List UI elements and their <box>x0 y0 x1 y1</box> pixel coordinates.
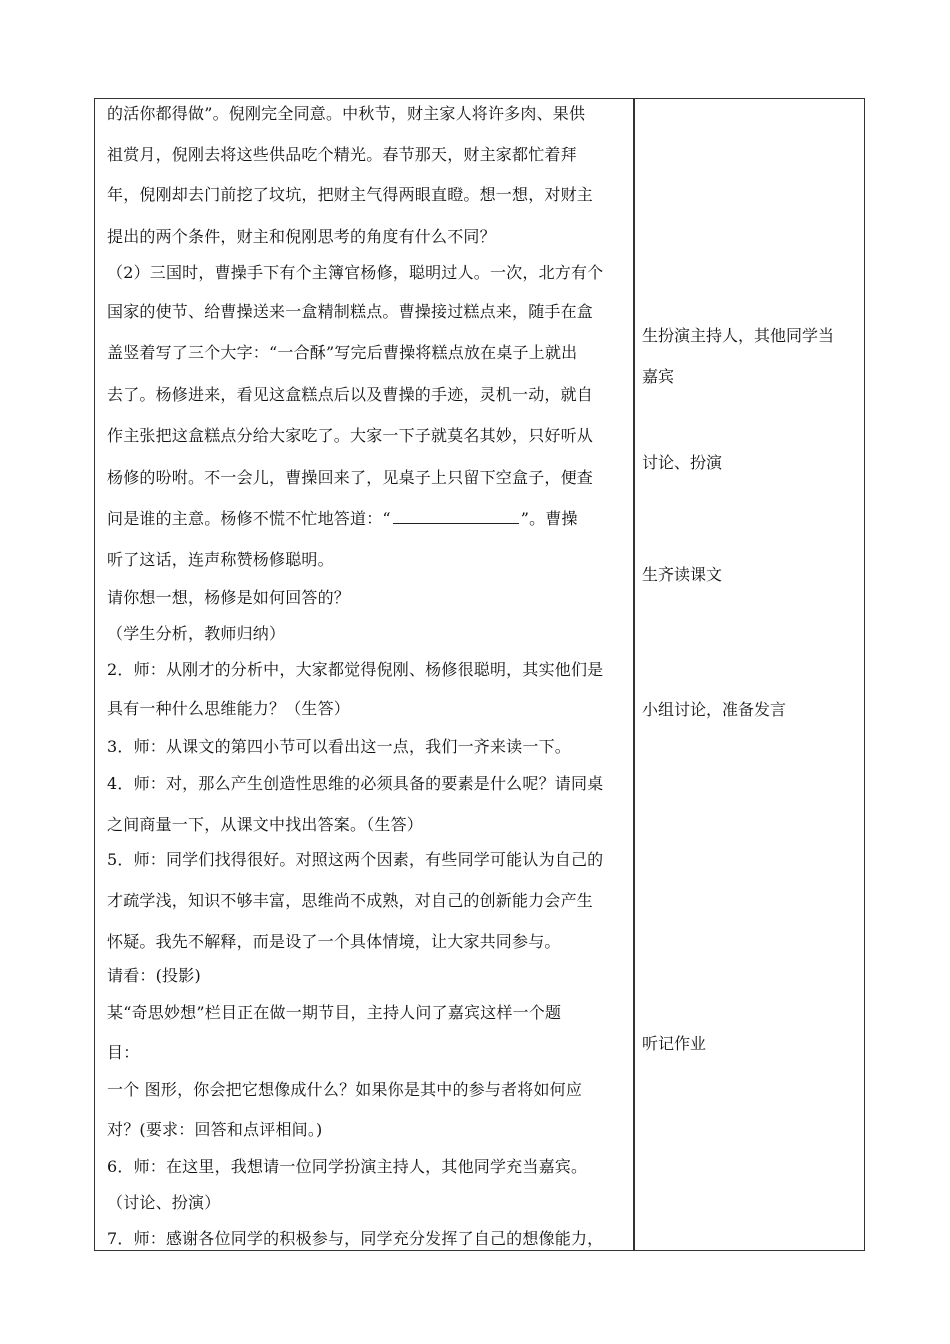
text-line: 7．师：感谢各位同学的积极参与，同学充分发挥了自己的想像能力， <box>107 1229 604 1248</box>
lesson-table <box>94 98 865 1251</box>
activity-note: 小组讨论，准备发言 <box>642 700 787 719</box>
text-line: 具有一种什么思维能力？（生答） <box>107 699 351 718</box>
text-line: （学生分析，教师归纳） <box>107 624 286 643</box>
text-line: 听了这话，连声称赞杨修聪明。 <box>107 550 334 569</box>
activity-note: 生扮演主持人，其他同学当 <box>642 326 835 345</box>
answer-prefix: 问是谁的主意。杨修不慌不忙地答道：“ <box>107 509 391 528</box>
text-line: 5．师：同学们找得很好。对照这两个因素，有些同学可能认为自己的 <box>107 850 604 869</box>
text-line: 去了。杨修进来，看见这盒糕点后以及曹操的手迹，灵机一动，就自 <box>107 385 594 404</box>
answer-line <box>107 509 578 529</box>
text-line: 国家的使节、给曹操送来一盒精制糕点。曹操接过糕点来，随手在盒 <box>107 302 594 321</box>
activity-note: 生齐读课文 <box>642 565 723 584</box>
text-line: 2．师：从刚才的分析中，大家都觉得倪刚、杨修很聪明，其实他们是 <box>107 660 604 679</box>
text-line: 祖赏月，倪刚去将这些供品吃个精光。春节那天，财主家都忙着拜 <box>107 145 577 164</box>
text-line: 怀疑。我先不解释，而是设了一个具体情境，让大家共同参与。 <box>107 932 561 951</box>
text-line: 6．师：在这里，我想请一位同学扮演主持人，其他同学充当嘉宾。 <box>107 1157 588 1176</box>
text-line: 请看：(投影) <box>107 966 201 985</box>
text-line: 3．师：从课文的第四小节可以看出这一点，我们一齐来读一下。 <box>107 737 571 756</box>
text-line: 4．师：对，那么产生创造性思维的必须具备的要素是什么呢？请同桌 <box>107 774 604 793</box>
answer-suffix: ”。曹操 <box>520 509 578 528</box>
text-line: 提出的两个条件，财主和倪刚思考的角度有什么不同？ <box>107 227 496 246</box>
text-line: 才疏学浅，知识不够丰富，思维尚不成熟，对自己的创新能力会产生 <box>107 891 594 910</box>
activity-note: 嘉宾 <box>642 367 675 386</box>
text-line: 的活你都得做”。倪刚完全同意。中秋节，财主家人将许多肉、果供 <box>107 104 586 123</box>
text-line: 盖竖着写了三个大字：“一合酥”写完后曹操将糕点放在桌子上就出 <box>107 343 578 362</box>
activity-note: 讨论、扮演 <box>642 453 723 472</box>
answer-blank <box>393 509 519 524</box>
column-divider <box>633 99 635 1250</box>
activity-note: 听记作业 <box>642 1034 707 1053</box>
text-line: 作主张把这盒糕点分给大家吃了。大家一下子就莫名其妙，只好听从 <box>107 426 594 445</box>
text-line: 年，倪刚却去门前挖了坟坑，把财主气得两眼直瞪。想一想，对财主 <box>107 185 594 204</box>
text-line: 之间商量一下，从课文中找出答案。（生答） <box>107 815 424 834</box>
text-line: （2）三国时，曹操手下有个主簿官杨修，聪明过人。一次，北方有个 <box>107 263 604 282</box>
text-line: 请你想一想，杨修是如何回答的？ <box>107 588 351 607</box>
text-line: 一个 图形，你会把它想像成什么？如果你是其中的参与者将如何应 <box>107 1080 583 1099</box>
text-line: 对？(要求：回答和点评相间。) <box>107 1120 323 1139</box>
text-line: （讨论、扮演） <box>107 1193 221 1212</box>
text-line: 杨修的吩咐。不一会儿，曹操回来了，见桌子上只留下空盒子，便查 <box>107 468 594 487</box>
text-line: 目： <box>107 1043 140 1062</box>
text-line: 某“奇思妙想”栏目正在做一期节目，主持人问了嘉宾这样一个题 <box>107 1003 562 1022</box>
